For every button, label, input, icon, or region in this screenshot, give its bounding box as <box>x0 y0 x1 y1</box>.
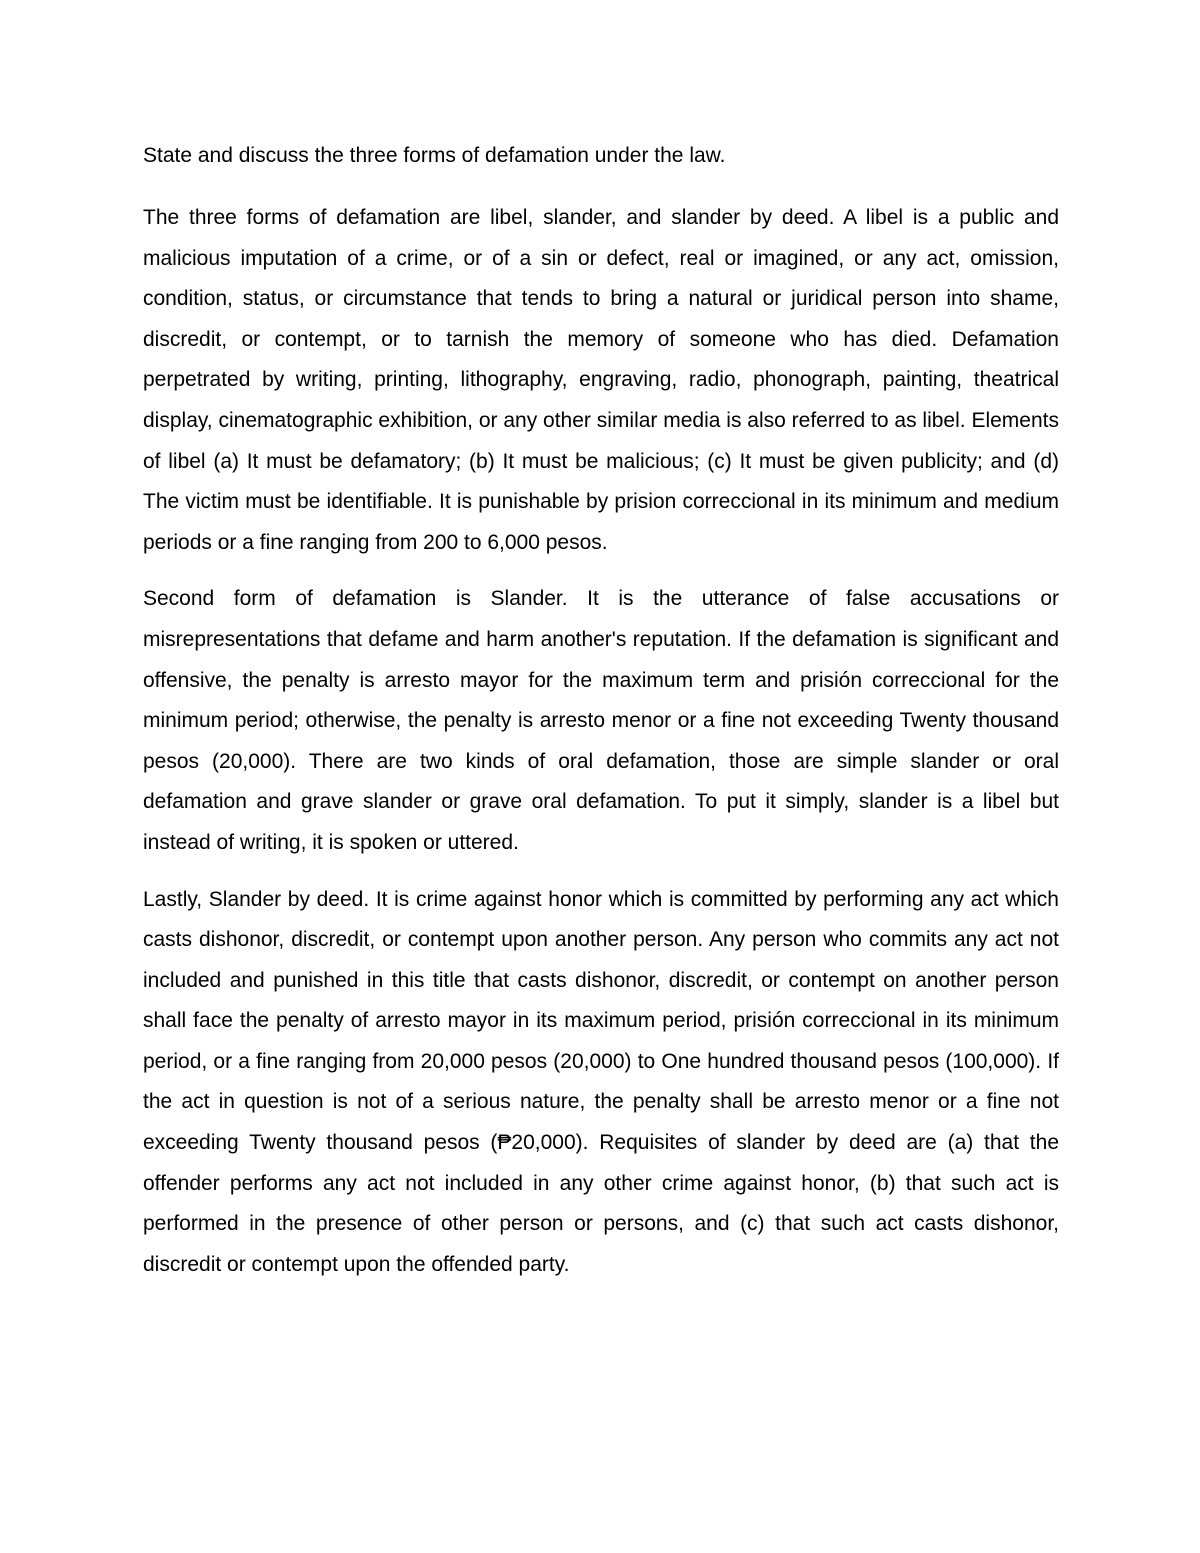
paragraph-slander-by-deed: Lastly, Slander by deed. It is crime against honor which is committed by performing any act which casts dishonor, discredit, or contempt upon another person. Any person who commits any act not included and punished in this title that casts dishonor, discredit, or contempt on another person shall face the penalty of arresto mayor in its maximum period, prisión correccional in its minimum period, or a fine ranging from 20,000 pesos (20,000) to One hundred thousand pesos (100,000). If the act in question is not of a serious nature, the penalty shall be arresto menor or a fine not exceeding Twenty thousand pesos (₱20,000). Requisites of slander by deed are (a) that the offender performs any act not included in any other crime against honor, (b) that such act is performed in the presence of other person or persons, and (c) that such act casts dishonor, discredit or contempt upon the offended party. <box>143 887 1059 1276</box>
document-page <box>143 142 1059 1285</box>
question-heading: State and discuss the three forms of defamation under the law. <box>143 144 726 167</box>
paragraph-libel: The three forms of defamation are libel, slander, and slander by deed. A libel is a public and malicious imputation of a crime, or of a sin or defect, real or imagined, or any act, omission, condition, status, or circumstance that tends to bring a natural or juridical person into shame, discredit, or contempt, or to tarnish the memory of someone who has died. Defamation perpetrated by writing, printing, lithography, engraving, radio, phonograph, painting, theatrical display, cinematographic exhibition, or any other similar media is also referred to as libel. Elements of libel (a) It must be defamatory; (b) It must be malicious; (c) It must be given publicity; and (d) The victim must be identifiable. It is punishable by prision correccional in its minimum and medium periods or a fine ranging from 200 to 6,000 pesos. <box>143 206 1059 554</box>
paragraph-slander: Second form of defamation is Slander. It is the utterance of false accusations or misrepresentations that defame and harm another's reputation. If the defamation is significant and offensive, the penalty is arresto mayor for the maximum term and prisión correccional for the minimum period; otherwise, the penalty is arresto menor or a fine not exceeding Twenty thousand pesos (20,000). There are two kinds of oral defamation, those are simple slander or oral defamation and grave slander or grave oral defamation. To put it simply, slander is a libel but instead of writing, it is spoken or uttered. <box>143 587 1059 854</box>
